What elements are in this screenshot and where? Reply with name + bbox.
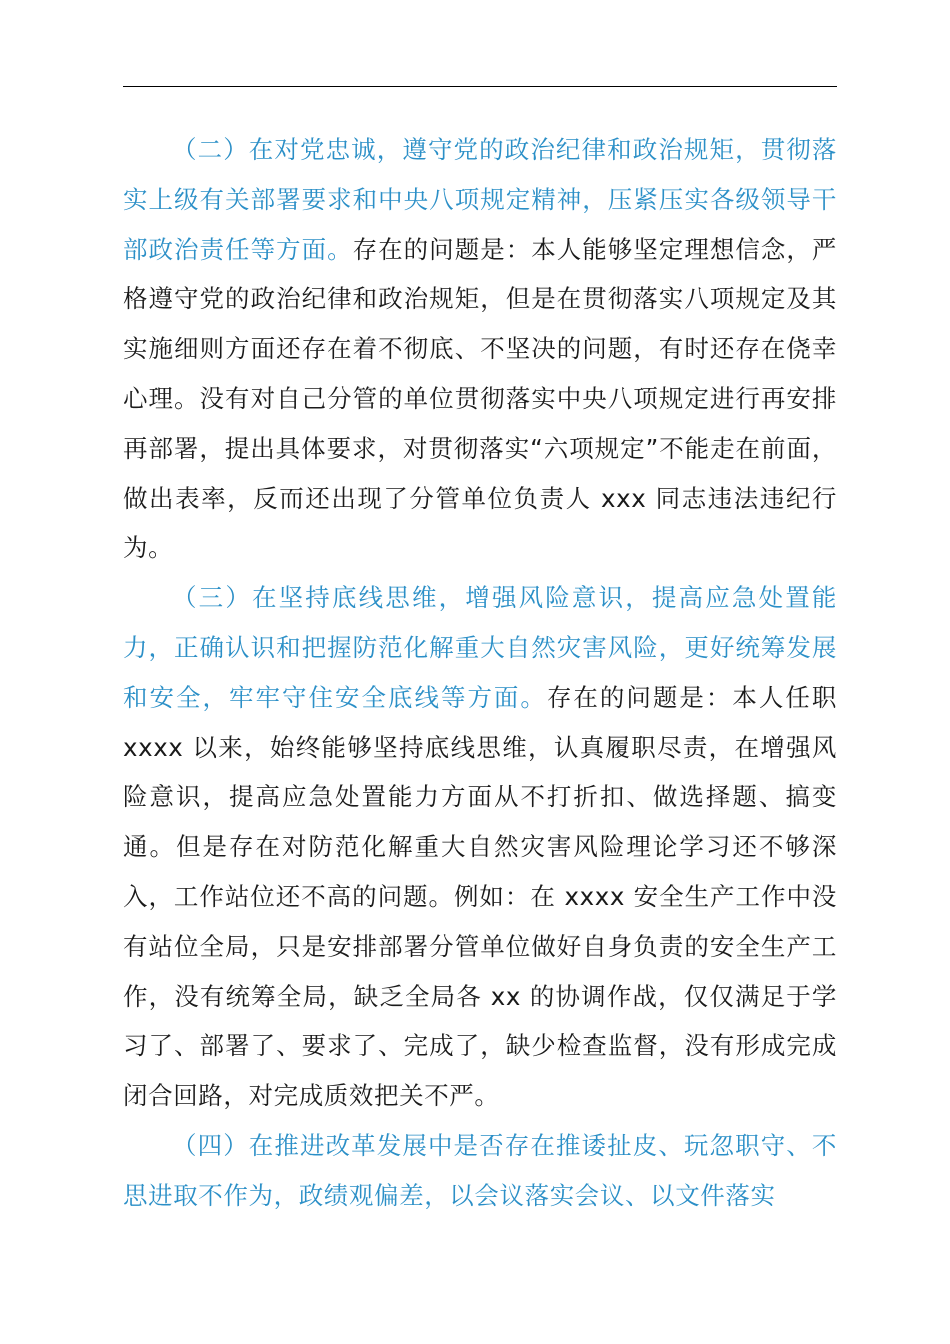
section-2-heading: （二）在对党忠诚，遵守党的政治纪律和政治规矩，贯彻落实上级有关部署要求和中央八项规定精神，压紧压实各级领导干部政治责任等方面。 [123,135,837,264]
paragraph-section-2 [123,125,837,573]
section-4-heading: （四）在推进改革发展中是否存在推诿扯皮、玩忽职守、不思进取不作为，政绩观偏差，以会议落实会议、以文件落实 [123,1130,837,1210]
header-rule [123,86,837,87]
section-3-body: 存在的问题是：本人任职 xxxx 以来，始终能够坚持底线思维，认真履职尽责，在增强风险意识，提高应急处置能力方面从不打折扣、做选择题、搞变通。但是存在对防范化解重大自然灾害风险理论学习还不够深入，工作站位还不高的问题。例如：在 xxxx 安全生产工作中没有站位全局，只是安排部署分管单位做好自身负责的安全生产工作，没有统筹全局，缺乏全局各 xx 的协调作战，仅仅满足于学习了、部署了、要求了、完成了，缺少检查监督，没有形成完成闭合回路，对完成质效把关不严。 [123,682,837,1111]
document-body [123,125,837,1221]
section-3-heading: （三）在坚持底线思维，增强风险意识，提高应急处置能力，正确认识和把握防范化解重大自然灾害风险，更好统筹发展和安全，牢牢守住安全底线等方面。 [123,583,837,712]
paragraph-section-3 [123,573,837,1121]
paragraph-section-4 [123,1121,837,1221]
section-2-body: 存在的问题是：本人能够坚定理想信念，严格遵守党的政治纪律和政治规矩，但是在贯彻落实八项规定及其实施细则方面还存在着不彻底、不坚决的问题，有时还存在侥幸心理。没有对自己分管的单位贯彻落实中央八项规定进行再安排再部署，提出具体要求，对贯彻落实“六项规定”不能走在前面，做出表率，反而还出现了分管单位负责人 xxx 同志违法违纪行为。 [123,234,837,563]
